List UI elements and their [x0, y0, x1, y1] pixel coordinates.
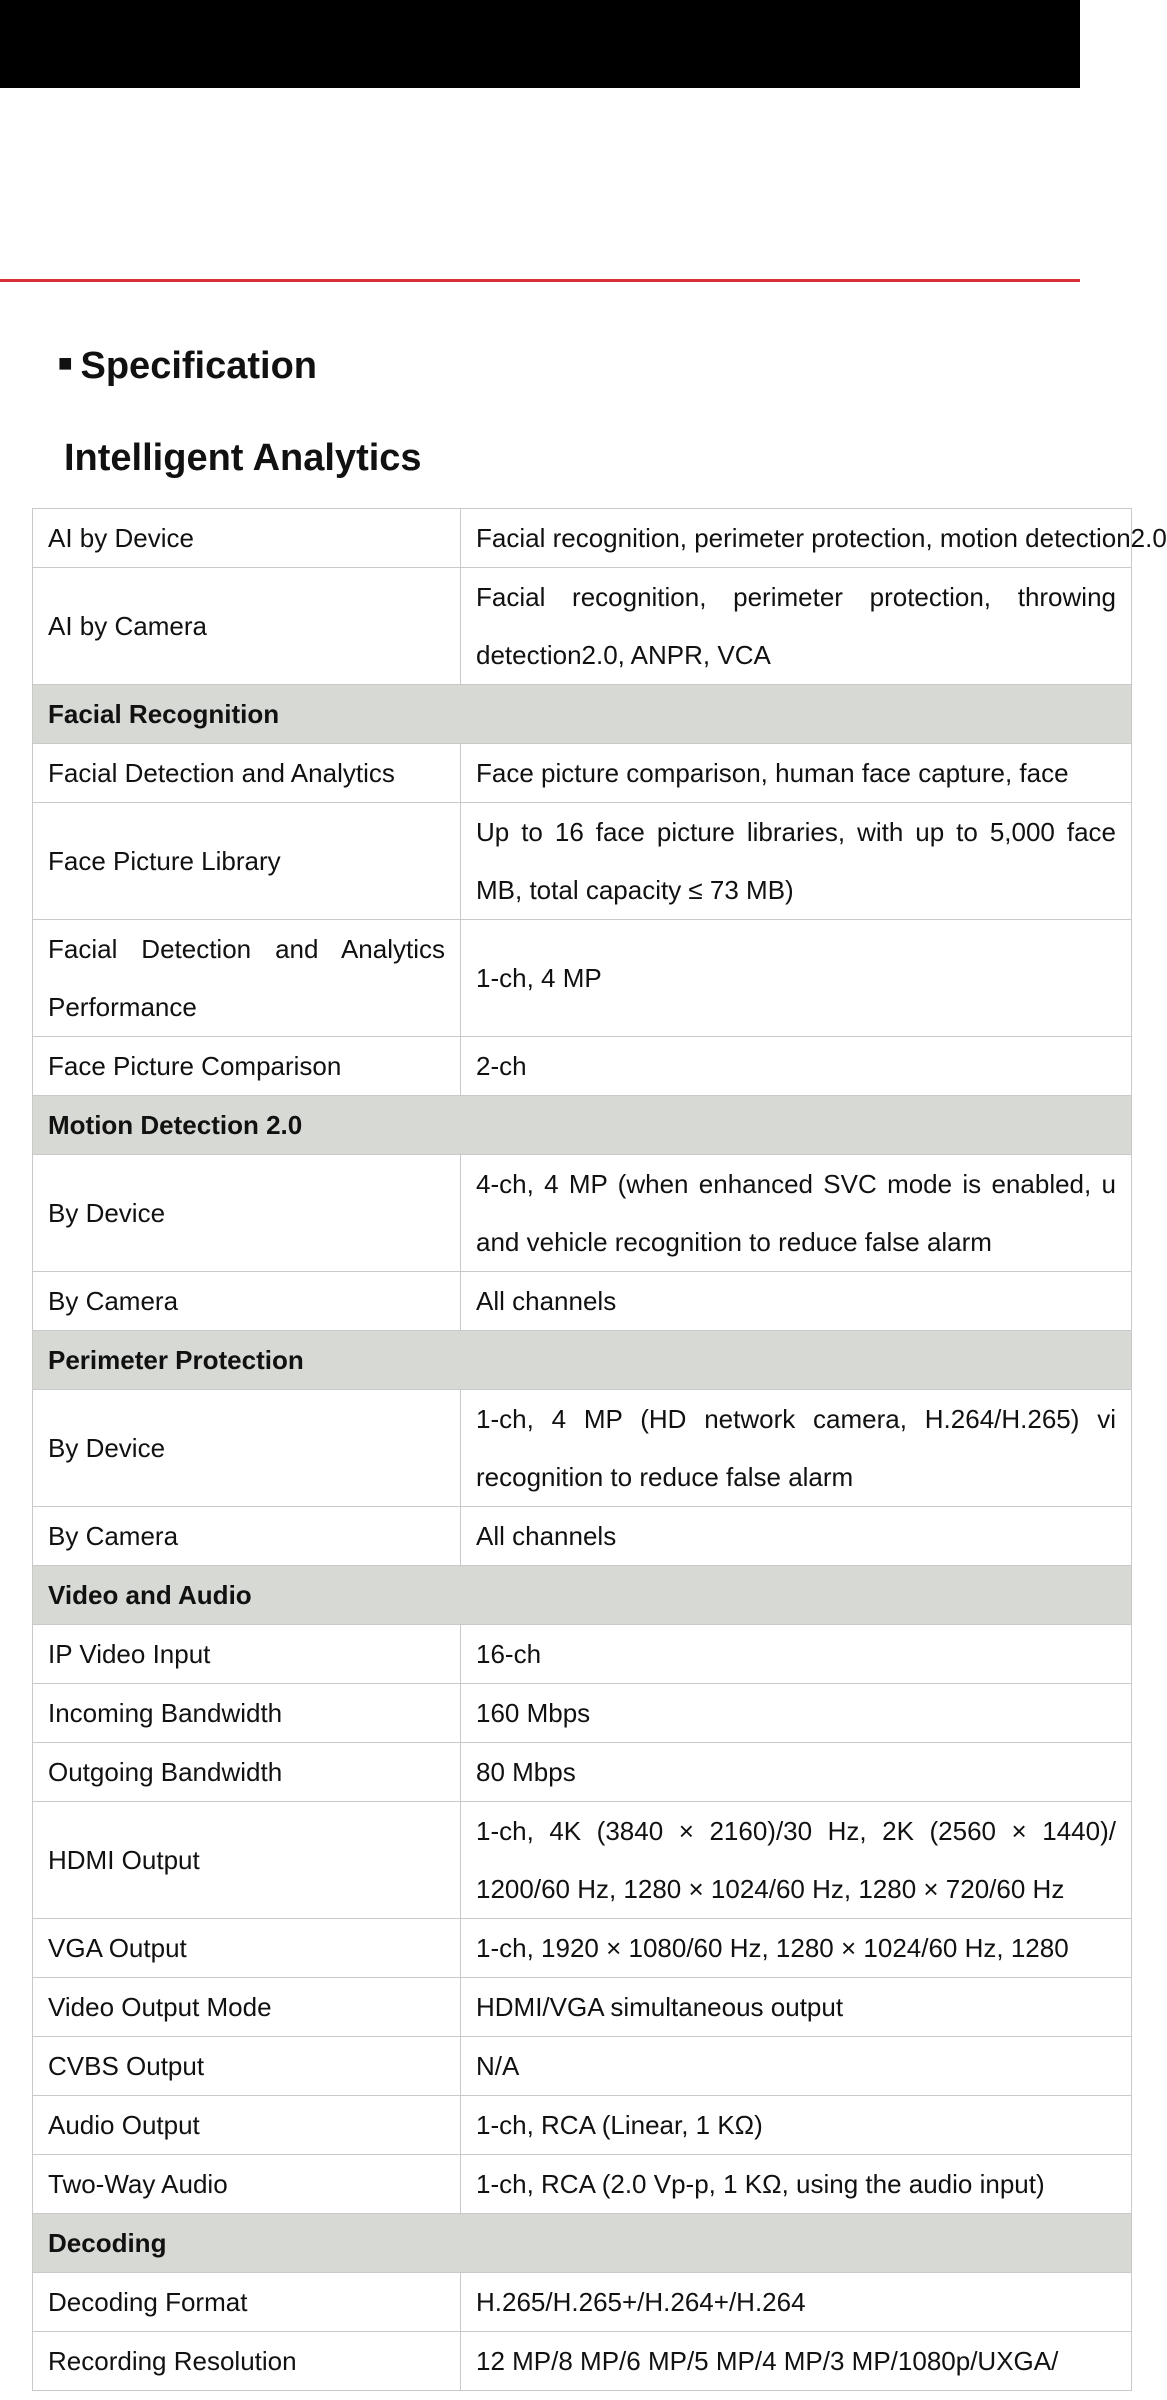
spec-key: Outgoing Bandwidth [33, 1743, 461, 1802]
spec-value: 1-ch, RCA (2.0 Vp-p, 1 KΩ, using the audio input) [461, 2155, 1132, 2214]
spec-value: N/A [461, 2037, 1132, 2096]
spec-row [33, 2332, 1132, 2391]
spec-row [33, 1155, 1132, 1272]
spec-row [33, 1625, 1132, 1684]
spec-row [33, 1390, 1132, 1507]
spec-value-line: MB, total capacity ≤ 73 MB) [476, 875, 794, 905]
spec-row [33, 1743, 1132, 1802]
spec-value-line: and vehicle recognition to reduce false alarm [476, 1227, 992, 1257]
spec-row [33, 2273, 1132, 2332]
square-bullet-icon: ■ [58, 350, 73, 377]
spec-value: 1-ch, 1920 × 1080/60 Hz, 1280 × 1024/60 Hz, 1280 [461, 1919, 1132, 1978]
spec-key: AI by Device [33, 509, 461, 568]
spec-table-body [33, 509, 1167, 2391]
section-heading [58, 345, 317, 388]
group-header-label: Video and Audio [33, 1566, 1132, 1625]
spec-key: CVBS Output [33, 2037, 461, 2096]
group-header-label: Perimeter Protection [33, 1331, 1132, 1390]
spec-value: 12 MP/8 MP/6 MP/5 MP/4 MP/3 MP/1080p/UXGA/ [461, 2332, 1132, 2391]
spec-key: Video Output Mode [33, 1978, 461, 2037]
spec-value: 1-ch, RCA (Linear, 1 KΩ) [461, 2096, 1132, 2155]
spec-value: Face picture comparison, human face capture, face [461, 744, 1132, 803]
spec-row [33, 1037, 1132, 1096]
spec-row [33, 2037, 1132, 2096]
spec-value: Facial recognition, perimeter protection, motion detection2.0 [461, 509, 1132, 568]
spec-value: All channels [461, 1507, 1132, 1566]
spec-row [33, 744, 1132, 803]
spec-row [33, 2096, 1132, 2155]
spec-key [33, 920, 461, 1037]
spec-value [461, 568, 1132, 685]
spec-value-line: 4-ch, 4 MP (when enhanced SVC mode is enabled, u [476, 1169, 1116, 1199]
spec-value: 160 Mbps [461, 1684, 1132, 1743]
section-title: Specification [80, 345, 317, 387]
spec-key: Decoding Format [33, 2273, 461, 2332]
spec-key: Two-Way Audio [33, 2155, 461, 2214]
group-header-row [33, 1331, 1132, 1390]
spec-row [33, 920, 1132, 1037]
spec-key-line: Performance [48, 992, 197, 1022]
spec-value-line: Facial recognition, perimeter protection, throwing [476, 582, 1116, 612]
spec-key: By Device [33, 1390, 461, 1507]
spec-key: HDMI Output [33, 1802, 461, 1919]
spec-key: Facial Detection and Analytics [33, 744, 461, 803]
spec-key: Recording Resolution [33, 2332, 461, 2391]
group-header-label: Facial Recognition [33, 685, 1132, 744]
spec-value-line: recognition to reduce false alarm [476, 1462, 854, 1492]
group-header-row [33, 1096, 1132, 1155]
header-divider [0, 279, 1080, 282]
spec-value: HDMI/VGA simultaneous output [461, 1978, 1132, 2037]
spec-value: 16-ch [461, 1625, 1132, 1684]
spec-row [33, 1507, 1132, 1566]
spec-key: Audio Output [33, 2096, 461, 2155]
spec-key: By Device [33, 1155, 461, 1272]
spec-row [33, 1919, 1132, 1978]
spec-key: VGA Output [33, 1919, 461, 1978]
spec-value-line: 1-ch, 4 MP (HD network camera, H.264/H.265) vi [476, 1404, 1116, 1434]
spec-row [33, 2155, 1132, 2214]
spec-key: By Camera [33, 1272, 461, 1331]
spec-value [461, 1155, 1132, 1272]
spec-key: Face Picture Library [33, 803, 461, 920]
spec-row [33, 1802, 1132, 1919]
spec-row [33, 1978, 1132, 2037]
spec-row [33, 1272, 1132, 1331]
spec-key: Face Picture Comparison [33, 1037, 461, 1096]
spec-value [461, 803, 1132, 920]
spec-key: Incoming Bandwidth [33, 1684, 461, 1743]
group-header-label: Decoding [33, 2214, 1132, 2273]
spec-row [33, 1684, 1132, 1743]
group-header-row [33, 685, 1132, 744]
spec-value: 2-ch [461, 1037, 1132, 1096]
spec-row [33, 509, 1132, 568]
spec-value [461, 1802, 1132, 1919]
spec-value: 80 Mbps [461, 1743, 1132, 1802]
spec-value: 1-ch, 4 MP [461, 920, 1132, 1037]
spec-key: IP Video Input [33, 1625, 461, 1684]
group-header-row [33, 2214, 1132, 2273]
spec-value-line: 1200/60 Hz, 1280 × 1024/60 Hz, 1280 × 720/60 Hz [476, 1874, 1065, 1904]
spec-key-line: Facial Detection and Analytics [48, 934, 445, 964]
top-black-bar [0, 0, 1080, 88]
spec-value-line: detection2.0, ANPR, VCA [476, 640, 771, 670]
spec-value-line: Up to 16 face picture libraries, with up to 5,000 face [476, 817, 1116, 847]
spec-value-line: 1-ch, 4K (3840 × 2160)/30 Hz, 2K (2560 × 1440)/ [476, 1816, 1116, 1846]
subsection-heading: Intelligent Analytics [64, 437, 422, 479]
spec-row [33, 803, 1132, 920]
spec-key: AI by Camera [33, 568, 461, 685]
group-header-label: Motion Detection 2.0 [33, 1096, 1132, 1155]
spec-value: All channels [461, 1272, 1132, 1331]
group-header-row [33, 1566, 1132, 1625]
spec-table [32, 508, 1167, 2391]
spec-key: By Camera [33, 1507, 461, 1566]
spec-row [33, 568, 1132, 685]
spec-value [461, 1390, 1132, 1507]
spec-value: H.265/H.265+/H.264+/H.264 [461, 2273, 1132, 2332]
